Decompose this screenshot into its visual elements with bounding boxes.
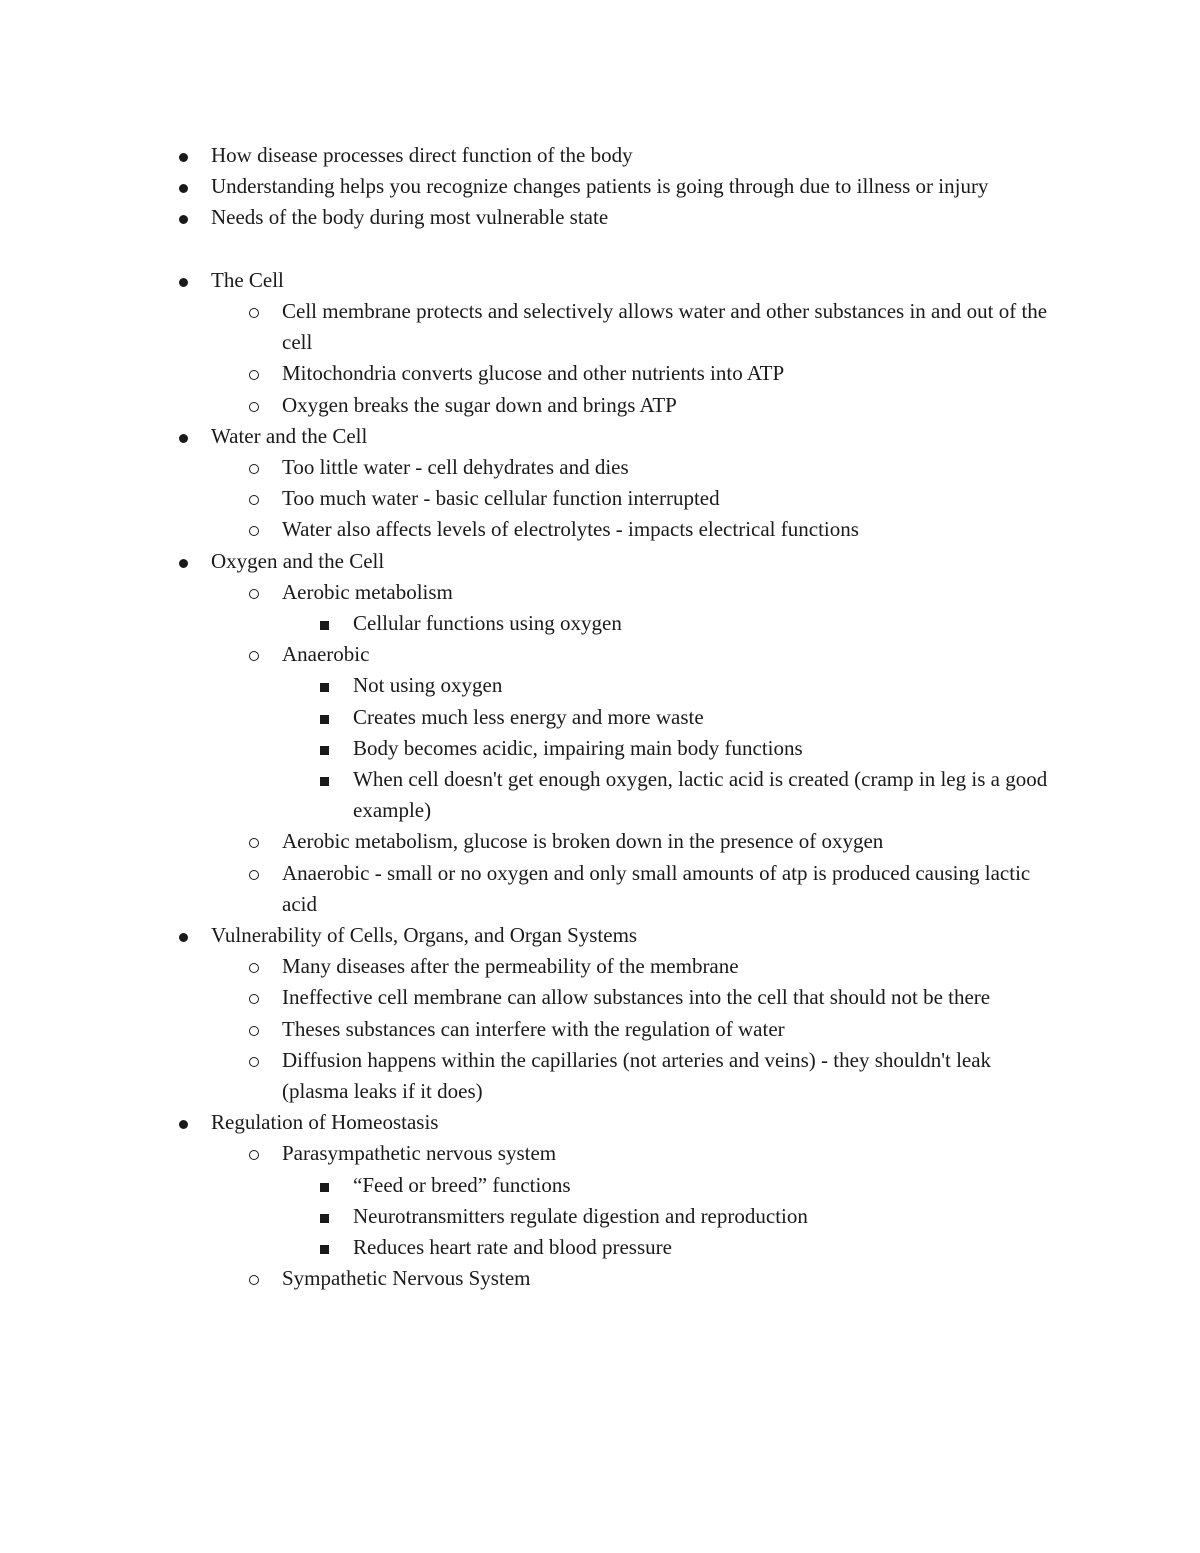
list-item-level-1 bbox=[211, 265, 1200, 296]
list-item-text: Cell membrane protects and selectively allows water and other substances in and out of the cell bbox=[282, 299, 1048, 355]
list-item-text: Too little water - cell dehydrates and dies bbox=[282, 455, 629, 480]
list-item-text: Many diseases after the permeability of the membrane bbox=[282, 954, 739, 979]
list-item-level-1 bbox=[211, 202, 1200, 233]
list-item-level-3 bbox=[353, 1232, 1200, 1263]
list-item-text: Too much water - basic cellular function interrupted bbox=[282, 486, 720, 511]
filled-square-bullet-icon bbox=[320, 1214, 329, 1223]
hollow-circle-bullet-icon bbox=[249, 1026, 259, 1036]
list-item-level-2 bbox=[282, 358, 1200, 389]
list-item-level-2 bbox=[282, 858, 1200, 920]
list-item-level-1 bbox=[211, 171, 1200, 202]
list-item-text: Oxygen and the Cell bbox=[211, 548, 385, 573]
list-item-text: Body becomes acidic, impairing main body functions bbox=[353, 735, 803, 760]
list-item-level-2 bbox=[282, 951, 1200, 982]
list-item-level-3 bbox=[353, 733, 1200, 764]
list-item-text: Reduces heart rate and blood pressure bbox=[353, 1235, 672, 1260]
filled-circle-bullet-icon bbox=[179, 153, 188, 162]
list-item-text: Theses substances can interfere with the regulation of water bbox=[282, 1016, 785, 1041]
hollow-circle-bullet-icon bbox=[249, 370, 259, 380]
list-item-text: “Feed or breed” functions bbox=[353, 1172, 571, 1197]
hollow-circle-bullet-icon bbox=[249, 1275, 259, 1285]
list-item-level-3 bbox=[353, 702, 1200, 733]
hollow-circle-bullet-icon bbox=[249, 402, 259, 412]
list-item-text: Understanding helps you recognize changes patients is going through due to illness or injury bbox=[211, 174, 989, 199]
list-item-level-2 bbox=[282, 826, 1200, 857]
filled-circle-bullet-icon bbox=[179, 184, 188, 193]
list-item-text: Mitochondria converts glucose and other nutrients into ATP bbox=[282, 361, 785, 386]
list-item-text: Ineffective cell membrane can allow substances into the cell that should not be there bbox=[282, 985, 991, 1010]
list-item-level-2 bbox=[282, 1263, 1200, 1294]
filled-circle-bullet-icon bbox=[179, 933, 188, 942]
list-item-level-2 bbox=[282, 296, 1200, 358]
document-page bbox=[0, 140, 1200, 1295]
hollow-circle-bullet-icon bbox=[249, 963, 259, 973]
list-item-level-2 bbox=[282, 1045, 1200, 1107]
hollow-circle-bullet-icon bbox=[249, 464, 259, 474]
hollow-circle-bullet-icon bbox=[249, 651, 259, 661]
list-item-level-3 bbox=[353, 764, 1200, 826]
filled-square-bullet-icon bbox=[320, 1183, 329, 1192]
list-item-level-1 bbox=[211, 421, 1200, 452]
hollow-circle-bullet-icon bbox=[249, 870, 259, 880]
list-item-level-3 bbox=[353, 1201, 1200, 1232]
list-item-text: Aerobic metabolism, glucose is broken down in the presence of oxygen bbox=[282, 829, 884, 854]
hollow-circle-bullet-icon bbox=[249, 308, 259, 318]
hollow-circle-bullet-icon bbox=[249, 838, 259, 848]
list-item-level-3 bbox=[353, 1170, 1200, 1201]
bullet-outline bbox=[0, 140, 1200, 1295]
list-item-level-2 bbox=[282, 577, 1200, 608]
blank-line bbox=[0, 234, 1200, 265]
list-item-text: Anaerobic - small or no oxygen and only small amounts of atp is produced causing lactic acid bbox=[282, 860, 1031, 916]
list-item-text: Parasympathetic nervous system bbox=[282, 1141, 557, 1166]
list-item-level-2 bbox=[282, 1138, 1200, 1169]
list-item-level-1 bbox=[211, 920, 1200, 951]
list-item-text: Not using oxygen bbox=[353, 673, 503, 698]
hollow-circle-bullet-icon bbox=[249, 1150, 259, 1160]
hollow-circle-bullet-icon bbox=[249, 994, 259, 1004]
list-item-level-2 bbox=[282, 982, 1200, 1013]
filled-circle-bullet-icon bbox=[179, 434, 188, 443]
list-item-text: When cell doesn't get enough oxygen, lactic acid is created (cramp in leg is a good example) bbox=[353, 767, 1048, 823]
list-item-level-2 bbox=[282, 483, 1200, 514]
hollow-circle-bullet-icon bbox=[249, 526, 259, 536]
list-item-level-2 bbox=[282, 639, 1200, 670]
filled-square-bullet-icon bbox=[320, 621, 329, 630]
list-item-text: Needs of the body during most vulnerable state bbox=[211, 205, 609, 230]
filled-circle-bullet-icon bbox=[179, 1120, 188, 1129]
list-item-text: Aerobic metabolism bbox=[282, 579, 453, 604]
list-item-level-2 bbox=[282, 452, 1200, 483]
list-item-text: Vulnerability of Cells, Organs, and Organ Systems bbox=[211, 923, 638, 948]
filled-square-bullet-icon bbox=[320, 777, 329, 786]
hollow-circle-bullet-icon bbox=[249, 495, 259, 505]
list-item-text: The Cell bbox=[211, 267, 284, 292]
list-item-text: Creates much less energy and more waste bbox=[353, 704, 704, 729]
filled-circle-bullet-icon bbox=[179, 215, 188, 224]
list-item-text: Oxygen breaks the sugar down and brings ATP bbox=[282, 392, 677, 417]
list-item-level-2 bbox=[282, 514, 1200, 545]
list-item-level-3 bbox=[353, 608, 1200, 639]
list-item-level-1 bbox=[211, 546, 1200, 577]
hollow-circle-bullet-icon bbox=[249, 589, 259, 599]
filled-circle-bullet-icon bbox=[179, 278, 188, 287]
filled-square-bullet-icon bbox=[320, 683, 329, 692]
filled-square-bullet-icon bbox=[320, 1245, 329, 1254]
list-item-text: Neurotransmitters regulate digestion and reproduction bbox=[353, 1203, 808, 1228]
list-item-text: Sympathetic Nervous System bbox=[282, 1266, 531, 1291]
list-item-text: Water and the Cell bbox=[211, 423, 368, 448]
list-item-text: Cellular functions using oxygen bbox=[353, 611, 622, 636]
filled-square-bullet-icon bbox=[320, 715, 329, 724]
list-item-level-1 bbox=[211, 1107, 1200, 1138]
filled-square-bullet-icon bbox=[320, 746, 329, 755]
list-item-level-2 bbox=[282, 1014, 1200, 1045]
list-item-text: Anaerobic bbox=[282, 642, 370, 667]
list-item-text: Regulation of Homeostasis bbox=[211, 1110, 439, 1135]
hollow-circle-bullet-icon bbox=[249, 1057, 259, 1067]
list-item-level-2 bbox=[282, 390, 1200, 421]
list-item-text: Diffusion happens within the capillaries (not arteries and veins) - they shouldn't leak (plasma leaks if it does) bbox=[282, 1047, 992, 1104]
list-item-level-3 bbox=[353, 670, 1200, 701]
filled-circle-bullet-icon bbox=[179, 559, 188, 568]
list-item-text: How disease processes direct function of the body bbox=[211, 143, 633, 167]
list-item-level-1 bbox=[211, 140, 1200, 171]
list-item-text: Water also affects levels of electrolytes - impacts electrical functions bbox=[282, 517, 859, 542]
